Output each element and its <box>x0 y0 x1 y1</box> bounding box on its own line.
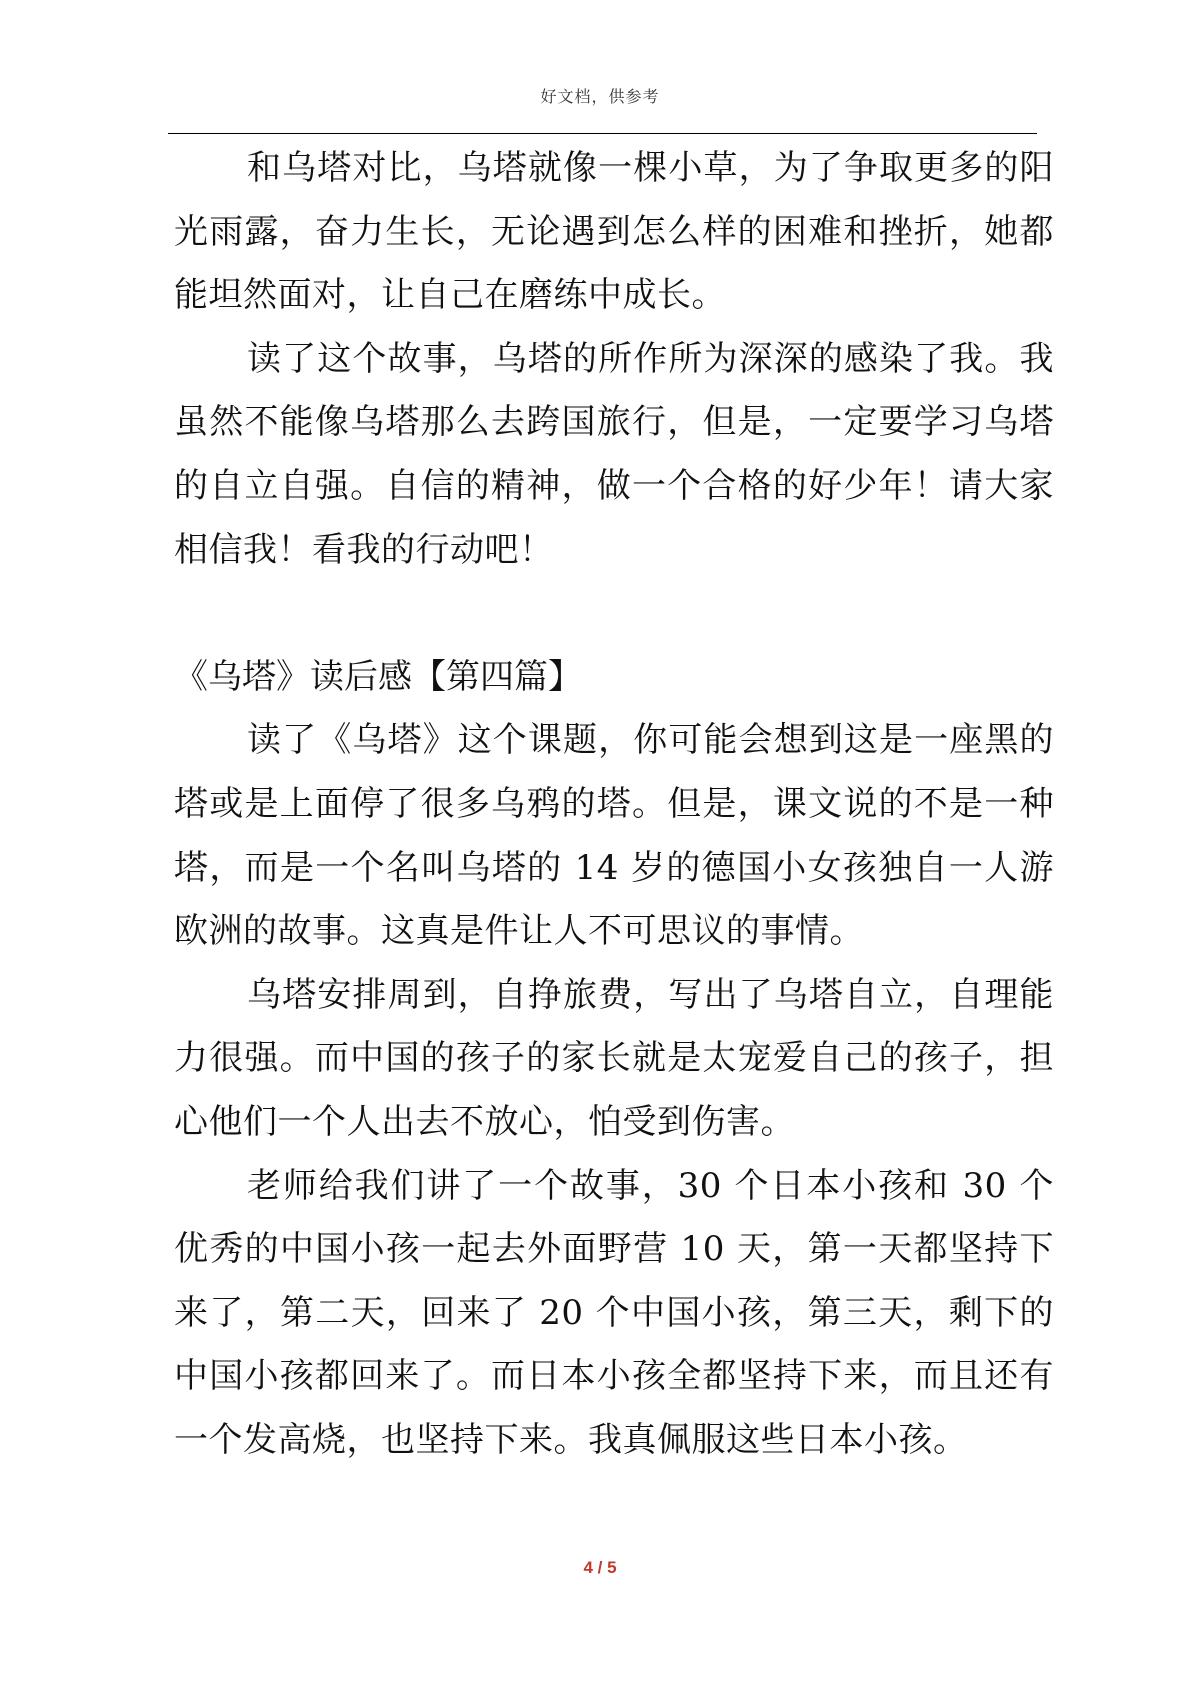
page-header: 好文档，供参考 <box>540 87 660 106</box>
header-divider <box>168 133 1037 134</box>
paragraph-1: 和乌塔对比，乌塔就像一棵小草，为了争取更多的阳光雨露，奋力生长，无论遇到怎么样的困难和挫折，她都能坦然面对，让自己在磨练中成长。 <box>174 148 1054 316</box>
paragraph-2: 读了这个故事，乌塔的所作所为深深的感染了我。我虽然不能像乌塔那么去跨国旅行，但是，一定要学习乌塔的自立自强。自信的精神，做一个合格的好少年！请大家相信我！看我的行动吧！ <box>174 338 1054 570</box>
page-number: 4 / 5 <box>583 1558 617 1577</box>
document-body <box>174 137 1054 1472</box>
section-title: 《乌塔》读后感【第四篇】 <box>174 656 582 697</box>
paragraph-4: 乌塔安排周到，自挣旅费，写出了乌塔自立，自理能力很强。而中国的孩子的家长就是太宠爱自己的孩子，担心他们一个人出去不放心，怕受到伤害。 <box>174 974 1054 1142</box>
paragraph-3: 读了《乌塔》这个课题，你可能会想到这是一座黑的塔或是上面停了很多乌鸦的塔。但是，课文说的不是一种塔，而是一个名叫乌塔的 14 岁的德国小女孩独自一人游欧洲的故事。这真是件让人不可思议的事情。 <box>174 720 1054 952</box>
paragraph-5: 老师给我们讲了一个故事，30 个日本小孩和 30 个优秀的中国小孩一起去外面野营 10 天，第一天都坚持下来了，第二天，回来了 20 个中国小孩，第三天，剩下的中国小孩都回来了。而日本小孩全都坚持下来，而且还有一个发高烧，也坚持下来。我真佩服这些日本小孩。 <box>174 1165 1054 1460</box>
